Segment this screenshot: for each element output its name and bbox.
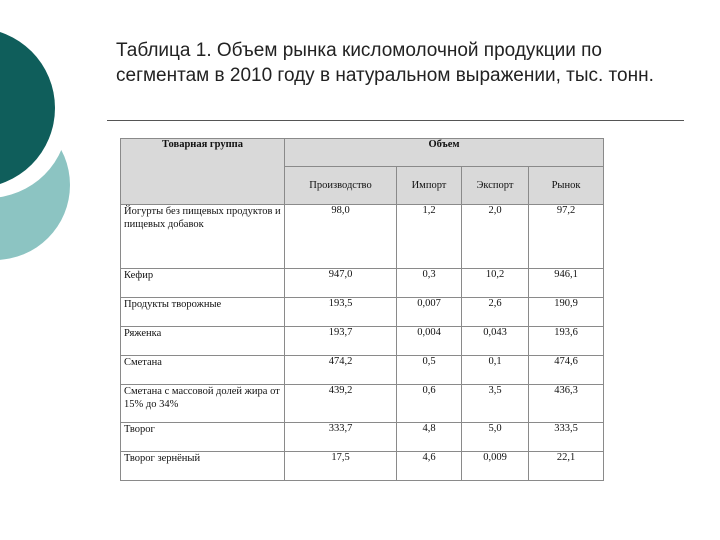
table-row	[121, 452, 604, 481]
table-row	[121, 269, 604, 298]
header-production: Производство	[285, 167, 397, 205]
cell-market: 22,1	[529, 452, 604, 481]
row-product-name: Сметана с массовой долей жира от 15% до 34%	[121, 385, 285, 423]
market-volume-table	[120, 138, 604, 481]
table-row	[121, 327, 604, 356]
header-market: Рынок	[529, 167, 604, 205]
row-product-name: Творог зернёный	[121, 452, 285, 481]
cell-import: 0,6	[397, 385, 462, 423]
cell-market: 474,6	[529, 356, 604, 385]
cell-production: 193,5	[285, 298, 397, 327]
cell-export: 2,6	[462, 298, 529, 327]
row-product-name: Йогурты без пищевых продуктов и пищевых добавок	[121, 205, 285, 269]
decorative-circles	[0, 0, 90, 300]
header-product-group: Товарная группа	[121, 139, 285, 205]
cell-market: 193,6	[529, 327, 604, 356]
cell-import: 0,004	[397, 327, 462, 356]
cell-market: 436,3	[529, 385, 604, 423]
cell-export: 0,043	[462, 327, 529, 356]
cell-import: 4,6	[397, 452, 462, 481]
row-product-name: Сметана	[121, 356, 285, 385]
title-divider	[107, 120, 684, 121]
cell-market: 333,5	[529, 423, 604, 452]
cell-production: 439,2	[285, 385, 397, 423]
row-product-name: Кефир	[121, 269, 285, 298]
table-row	[121, 423, 604, 452]
cell-export: 10,2	[462, 269, 529, 298]
table-header-row	[121, 139, 604, 167]
cell-export: 0,009	[462, 452, 529, 481]
cell-export: 2,0	[462, 205, 529, 269]
cell-market: 190,9	[529, 298, 604, 327]
cell-production: 947,0	[285, 269, 397, 298]
cell-import: 4,8	[397, 423, 462, 452]
cell-production: 474,2	[285, 356, 397, 385]
cell-production: 98,0	[285, 205, 397, 269]
slide-title: Таблица 1. Объем рынка кисломолочной продукции по сегментам в 2010 году в натуральном выражении, тыс. тонн.	[116, 40, 654, 86]
cell-production: 193,7	[285, 327, 397, 356]
header-export: Экспорт	[462, 167, 529, 205]
cell-production: 17,5	[285, 452, 397, 481]
row-product-name: Ряженка	[121, 327, 285, 356]
table-row	[121, 356, 604, 385]
cell-export: 0,1	[462, 356, 529, 385]
cell-market: 97,2	[529, 205, 604, 269]
table-row	[121, 385, 604, 423]
table-row	[121, 205, 604, 269]
table-row	[121, 298, 604, 327]
cell-export: 3,5	[462, 385, 529, 423]
cell-import: 0,3	[397, 269, 462, 298]
cell-import: 1,2	[397, 205, 462, 269]
cell-import: 0,007	[397, 298, 462, 327]
cell-market: 946,1	[529, 269, 604, 298]
header-import: Импорт	[397, 167, 462, 205]
header-volume: Объем	[285, 139, 604, 167]
cell-import: 0,5	[397, 356, 462, 385]
row-product-name: Творог	[121, 423, 285, 452]
cell-production: 333,7	[285, 423, 397, 452]
cell-export: 5,0	[462, 423, 529, 452]
row-product-name: Продукты творожные	[121, 298, 285, 327]
